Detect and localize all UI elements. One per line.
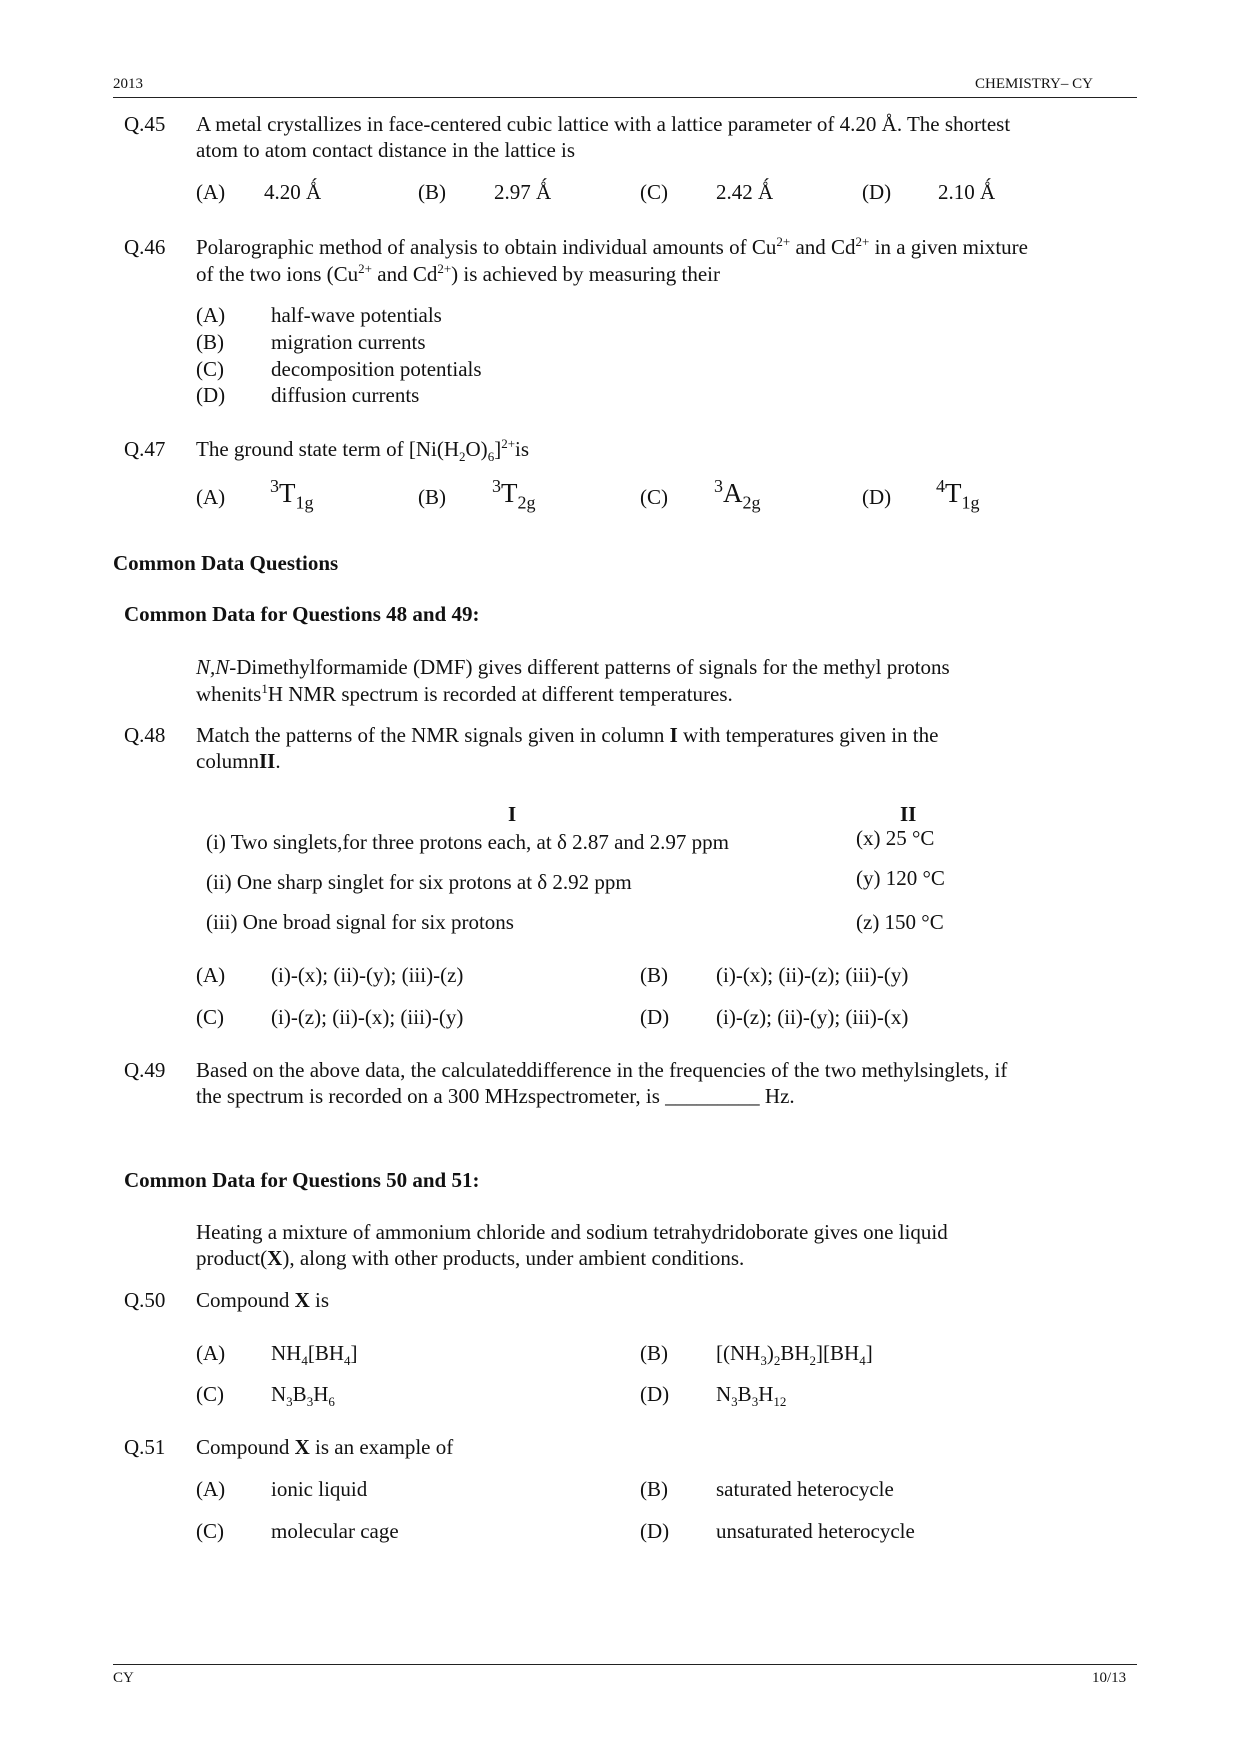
q45-text-line1: A metal crystallizes in face-centered cubic lattice with a lattice parameter of 4.20 Å. The shortest xyxy=(196,112,1011,136)
q46-option-d-label: (D) xyxy=(196,383,226,407)
q46-option-a-text: half-wave potentials xyxy=(271,303,442,327)
q48-number: Q.48 xyxy=(124,723,166,747)
q51-option-d-label: (D) xyxy=(640,1519,670,1543)
q48-option-a-text: (i)-(x); (ii)-(y); (iii)-(z) xyxy=(271,963,464,987)
q50-option-c-label: (C) xyxy=(196,1382,224,1406)
q47-option-c-label: (C) xyxy=(640,485,668,509)
q45-option-b-text: 2.97 Ǻ xyxy=(494,180,552,204)
q48-column-i-header: I xyxy=(508,802,517,826)
footer-rule xyxy=(113,1664,1137,1665)
common-data-50-51-line1: Heating a mixture of ammonium chloride and sodium tetrahydridoborate gives one liquid xyxy=(196,1220,948,1244)
q45-number: Q.45 xyxy=(124,112,166,136)
q46-option-c-text: decomposition potentials xyxy=(271,357,482,381)
q46-text-line2: of the two ions ($Cu^{2+}$ and $Cd^{2+}$) is achieved by measuring their xyxy=(196,261,720,286)
q48-row3-right: (z) 150 °C xyxy=(856,910,944,934)
q51-option-d-text: unsaturated heterocycle xyxy=(716,1519,915,1543)
q51-option-a-text: ionic liquid xyxy=(271,1477,368,1501)
q48-row1-right: (x) 25 °C xyxy=(856,826,935,850)
q51-number: Q.51 xyxy=(124,1435,166,1459)
q49-number: Q.49 xyxy=(124,1058,166,1082)
common-data-48-49-heading: Common Data for Questions 48 and 49: xyxy=(124,602,480,626)
q48-column-ii-header: II xyxy=(900,802,917,826)
q47-option-d-label: (D) xyxy=(862,485,892,509)
q50-option-a-formula: $NH_4[BH_4]$ xyxy=(271,1341,358,1369)
q45-option-d-label: (D) xyxy=(862,180,892,204)
q45-option-c-label: (C) xyxy=(640,180,668,204)
q46-option-b-text: migration currents xyxy=(271,330,426,354)
q51-option-c-label: (C) xyxy=(196,1519,224,1543)
q48-text-line2: columnII. xyxy=(196,749,281,773)
q51-option-c-text: molecular cage xyxy=(271,1519,399,1543)
q47-text: The ground state term of $[Ni(H_2O)_6]^{2+}is$ xyxy=(196,436,530,465)
header-year: 2013 xyxy=(113,76,143,92)
q45-option-b-label: (B) xyxy=(418,180,446,204)
q47-option-a-term: $^3T_{1g}$ xyxy=(270,476,314,513)
q46-option-c-label: (C) xyxy=(196,357,224,381)
q50-option-d-formula: $N_3B_3H_{12}$ xyxy=(716,1382,787,1410)
q48-option-c-label: (C) xyxy=(196,1005,224,1029)
header-rule xyxy=(113,97,1137,98)
q48-row3-left: (iii) One broad signal for six protons xyxy=(206,910,514,934)
q45-option-d-text: 2.10 Ǻ xyxy=(938,180,996,204)
q48-option-b-text: (i)-(x); (ii)-(z); (iii)-(y) xyxy=(716,963,909,987)
page-number: 10/13 xyxy=(1092,1670,1127,1686)
q48-option-c-text: (i)-(z); (ii)-(x); (iii)-(y) xyxy=(271,1005,464,1029)
q47-option-a-label: (A) xyxy=(196,485,226,509)
q50-option-b-label: (B) xyxy=(640,1341,668,1365)
q46-text-line1: Polarographic method of analysis to obtain individual amounts of $Cu^{2+}$ and $Cd^{2+}$ in a given mixture xyxy=(196,234,1028,259)
q51-text: Compound X is an example of xyxy=(196,1435,454,1459)
common-data-48-49-line2: whenits$^1$H NMR spectrum is recorded at different temperatures. xyxy=(196,681,733,706)
q45-option-a-label: (A) xyxy=(196,180,226,204)
q50-option-b-formula: $[(NH_3)_2BH_2][BH_4]$ xyxy=(716,1341,873,1369)
q48-option-d-label: (D) xyxy=(640,1005,670,1029)
q46-option-b-label: (B) xyxy=(196,330,224,354)
q50-option-c-formula: $N_3B_3H_6$ xyxy=(271,1382,335,1410)
common-data-48-49-line1: N,N-Dimethylformamide (DMF) gives different patterns of signals for the methyl protons xyxy=(196,655,950,679)
common-data-heading: Common Data Questions xyxy=(113,551,339,575)
q45-option-a-text: 4.20 Ǻ xyxy=(264,180,322,204)
q46-number: Q.46 xyxy=(124,235,166,259)
q50-option-a-label: (A) xyxy=(196,1341,226,1365)
q48-option-b-label: (B) xyxy=(640,963,668,987)
q51-option-b-label: (B) xyxy=(640,1477,668,1501)
q46-option-a-label: (A) xyxy=(196,303,226,327)
q46-option-d-text: diffusion currents xyxy=(271,383,420,407)
footer-code: CY xyxy=(113,1670,134,1686)
q48-text-line1: Match the patterns of the NMR signals given in column I with temperatures given in the xyxy=(196,723,939,747)
q50-number: Q.50 xyxy=(124,1288,166,1312)
header-subject: CHEMISTRY– CY xyxy=(975,76,1093,92)
q49-text-line2: the spectrum is recorded on a 300 MHzspectrometer, is _________ Hz. xyxy=(196,1084,795,1108)
q47-option-d-term: $^4T_{1g}$ xyxy=(936,476,980,513)
q49-text-line1: Based on the above data, the calculateddifference in the frequencies of the two methylsinglets, if xyxy=(196,1058,1008,1082)
q48-option-d-text: (i)-(z); (ii)-(y); (iii)-(x) xyxy=(716,1005,909,1029)
q51-option-a-label: (A) xyxy=(196,1477,226,1501)
q51-option-b-text: saturated heterocycle xyxy=(716,1477,894,1501)
q47-option-b-term: $^3T_{2g}$ xyxy=(492,476,536,513)
q48-row2-right: (y) 120 °C xyxy=(856,866,945,890)
q47-option-c-term: $^3A_{2g}$ xyxy=(714,476,761,513)
q45-text-line2: atom to atom contact distance in the lattice is xyxy=(196,138,576,162)
q45-option-c-text: 2.42 Ǻ xyxy=(716,180,774,204)
q47-option-b-label: (B) xyxy=(418,485,446,509)
q50-text: Compound X is xyxy=(196,1288,330,1312)
q48-row1-left: (i) Two singlets,for three protons each, at δ 2.87 and 2.97 ppm xyxy=(206,830,730,854)
q48-row2-left: (ii) One sharp singlet for six protons at δ 2.92 ppm xyxy=(206,870,632,894)
q50-option-d-label: (D) xyxy=(640,1382,670,1406)
common-data-50-51-line2: product(X), along with other products, under ambient conditions. xyxy=(196,1246,745,1270)
common-data-50-51-heading: Common Data for Questions 50 and 51: xyxy=(124,1168,480,1192)
q48-option-a-label: (A) xyxy=(196,963,226,987)
q47-number: Q.47 xyxy=(124,437,166,461)
